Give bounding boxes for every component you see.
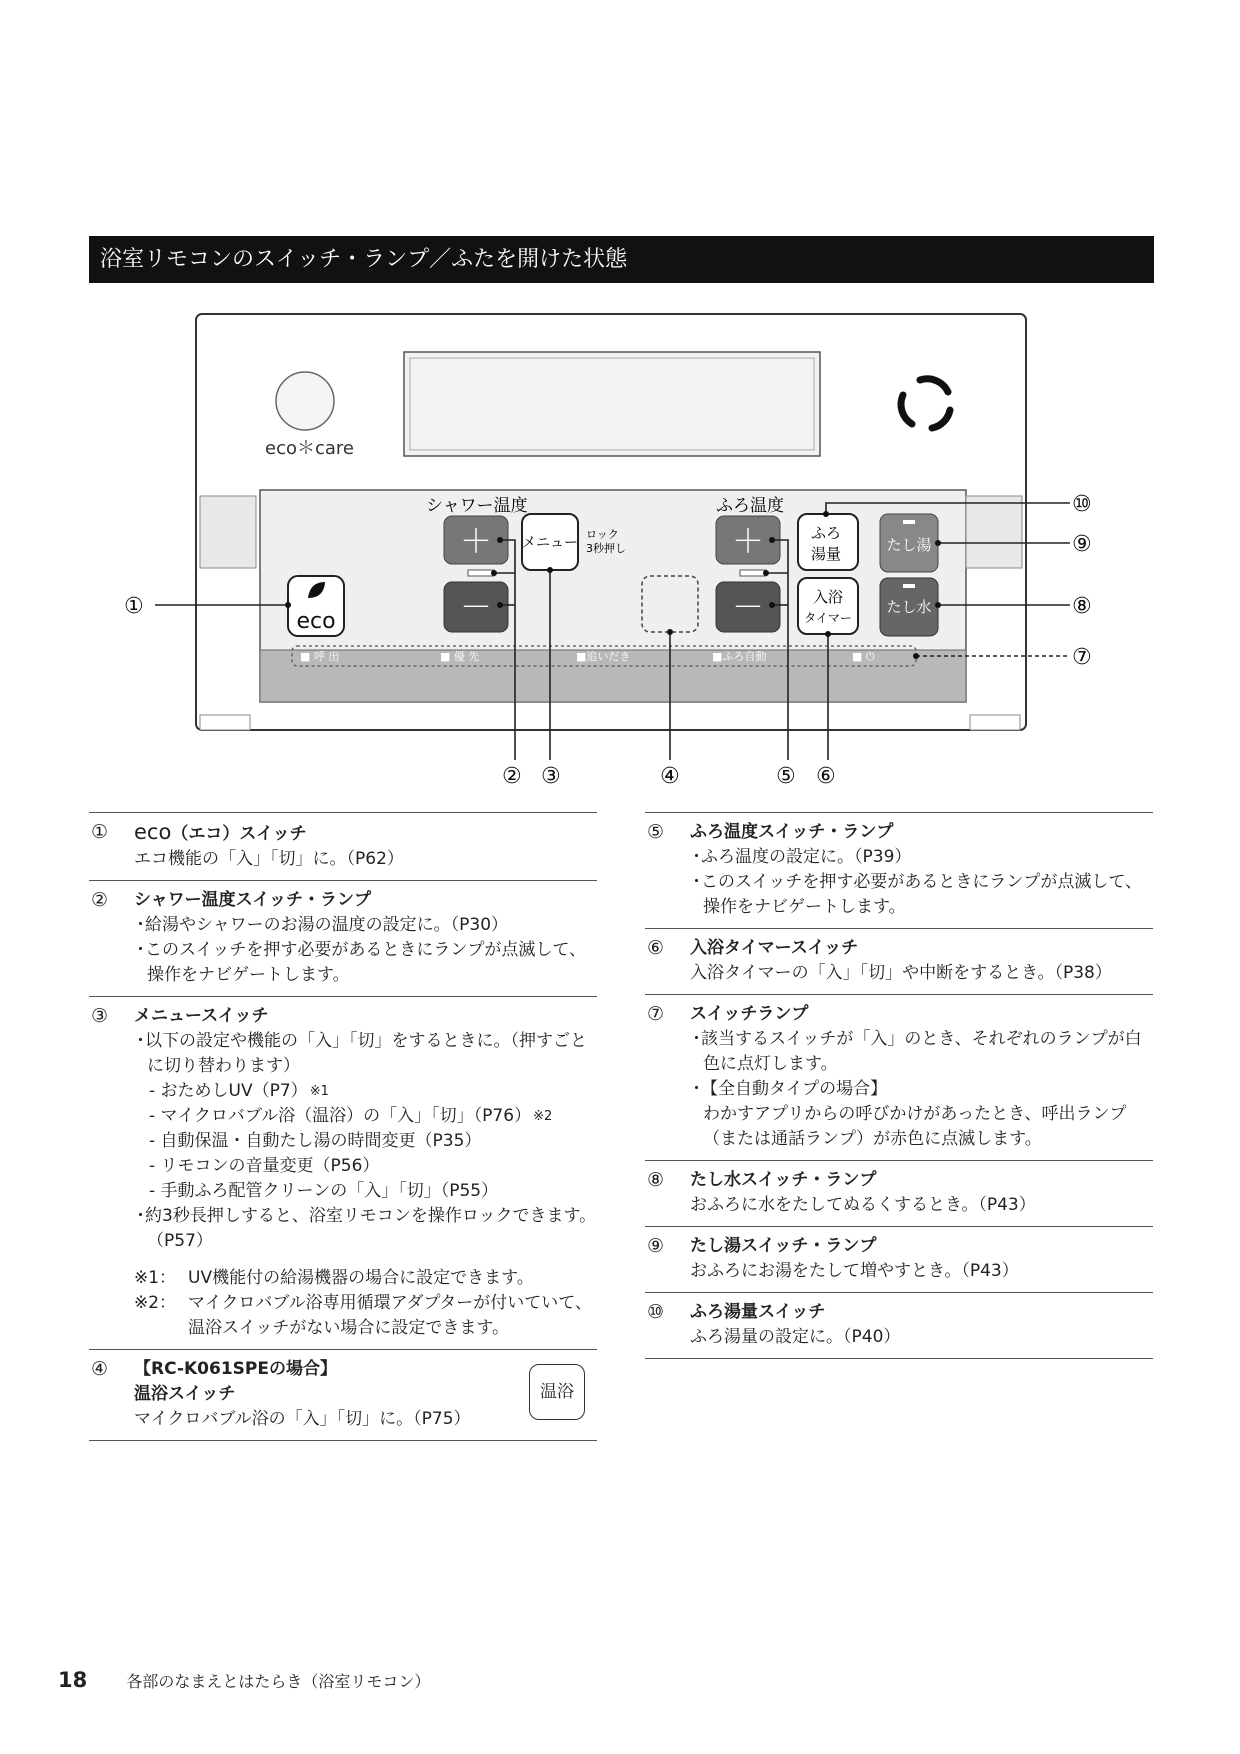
- remote-control-diagram: [0, 0, 1240, 790]
- item-tashiyu: ⑨ たし湯スイッチ・ランプ おふろにお湯をたして増やすとき。（P43）: [645, 1226, 1153, 1292]
- item-onyoku-switch: ④ 【RC-K061SPEの場合】 温浴スイッチ マイクロバブル浴の「入」「切」に。（P75） 温浴: [89, 1349, 597, 1441]
- svg-text:ロック: ロック: [586, 528, 619, 541]
- lamp-yusen: ■ 優 先: [440, 650, 480, 663]
- callout-1: ①: [124, 594, 144, 619]
- light-sensor: [276, 372, 334, 430]
- shower-lamp: [468, 570, 494, 576]
- onyoku-button-illustration: 温浴: [529, 1364, 585, 1420]
- display-screen: [404, 352, 820, 456]
- furo-temp-label: ふろ温度: [716, 496, 784, 516]
- lamp-yobidashi: ■ 呼 出: [300, 650, 340, 663]
- svg-text:ふろ: ふろ: [810, 524, 842, 542]
- item-nyuyoku-timer: ⑥ 入浴タイマースイッチ 入浴タイマーの「入」「切」や中断をするとき。（P38）: [645, 928, 1153, 994]
- left-description-column: [89, 812, 597, 1441]
- furo-lamp: [740, 570, 766, 576]
- page-footer: [58, 1668, 430, 1692]
- lamp-oidaki: ■追いだき: [576, 650, 631, 663]
- svg-text:＋: ＋: [731, 522, 765, 560]
- item-shower-temp: ② シャワー温度スイッチ・ランプ ・ 給湯やシャワーのお湯の温度の設定に。（P30） ・ このスイッチを押す必要があるときにランプが点滅して、操作をナビゲートします。: [89, 880, 597, 996]
- svg-text:eco: eco: [296, 609, 336, 634]
- lamp-furo-jido: ■ふろ自動: [712, 650, 767, 663]
- callout-9: ⑨: [1072, 532, 1092, 557]
- callout-10: ⑩: [1072, 492, 1092, 517]
- item-tashimizu: ⑧ たし水スイッチ・ランプ おふろに水をたしてぬるくするとき。（P43）: [645, 1160, 1153, 1226]
- footer-text: 各部のなまえとはたらき（浴室リモコン）: [126, 1672, 431, 1691]
- svg-text:たし水: たし水: [886, 598, 932, 616]
- item-eco-switch: ① eco（エコ）スイッチ エコ機能の「入」「切」に。（P62）: [89, 812, 597, 880]
- svg-text:たし湯: たし湯: [886, 536, 932, 554]
- lamp-power: ■ ⏻: [852, 650, 875, 663]
- eco-care-label: eco＊care: [265, 438, 354, 459]
- page-number: 18: [58, 1668, 88, 1692]
- callout-5: ⑤: [776, 764, 796, 789]
- svg-text:湯量: 湯量: [810, 545, 842, 563]
- right-description-column: [645, 812, 1153, 1359]
- svg-text:入浴: 入浴: [812, 588, 844, 606]
- callout-3: ③: [541, 764, 561, 789]
- svg-text:タイマー: タイマー: [804, 611, 852, 625]
- item-furo-temp: ⑤ ふろ温度スイッチ・ランプ ・ ふろ温度の設定に。（P39） ・ このスイッチを押す必要があるときにランプが点滅して、操作をナビゲートします。: [645, 812, 1153, 928]
- svg-text:－: －: [731, 588, 765, 626]
- svg-text:＋: ＋: [459, 522, 493, 560]
- svg-text:3秒押し: 3秒押し: [586, 542, 626, 555]
- callout-2: ②: [502, 764, 522, 789]
- callout-4: ④: [660, 764, 680, 789]
- svg-text:メニュー: メニュー: [522, 535, 578, 551]
- item-furo-yuryo: ⑩ ふろ湯量スイッチ ふろ湯量の設定に。（P40）: [645, 1292, 1153, 1359]
- callout-6: ⑥: [816, 764, 836, 789]
- callout-7: ⑦: [1072, 645, 1092, 670]
- item-switch-lamp: ⑦ スイッチランプ ・ 該当するスイッチが「入」のとき、それぞれのランプが白色に点灯します。 ・ 【全自動タイプの場合】 わかすアプリからの呼びかけがあったとき、呼出ランプ（または通話ランプ）が赤色に点滅します。: [645, 994, 1153, 1160]
- shower-temp-label: シャワー温度: [426, 496, 528, 516]
- section-title: 浴室リモコンのスイッチ・ランプ／ふたを開けた状態: [89, 236, 1154, 283]
- svg-text:－: －: [459, 588, 493, 626]
- nyuyoku-timer-button: [798, 578, 858, 634]
- callout-8: ⑧: [1072, 594, 1092, 619]
- item-menu-switch: ③ メニュースイッチ ・ 以下の設定や機能の「入」「切」をするときに。（押すごとに切り替わります） - おためしUV（P7） $^{※1}$ - マイクロバブル浴（温浴）の「入」「切」（P76） $^{※2}$ - 自動保温・自動たし湯の時間変更（P35） - リモコンの音量変更（P56） - 手動ふろ配管クリーンの「入」「切」（P55） ・ 約3秒長押しすると、浴室リモコンを操作ロックできます。（P57） ※1： UV機能付の給湯機器の場合に設定できます。 ※2： マイクロバブル浴専用循環アダプターが付いていて、温浴スイッチがない場合に設定できます。: [89, 996, 597, 1349]
